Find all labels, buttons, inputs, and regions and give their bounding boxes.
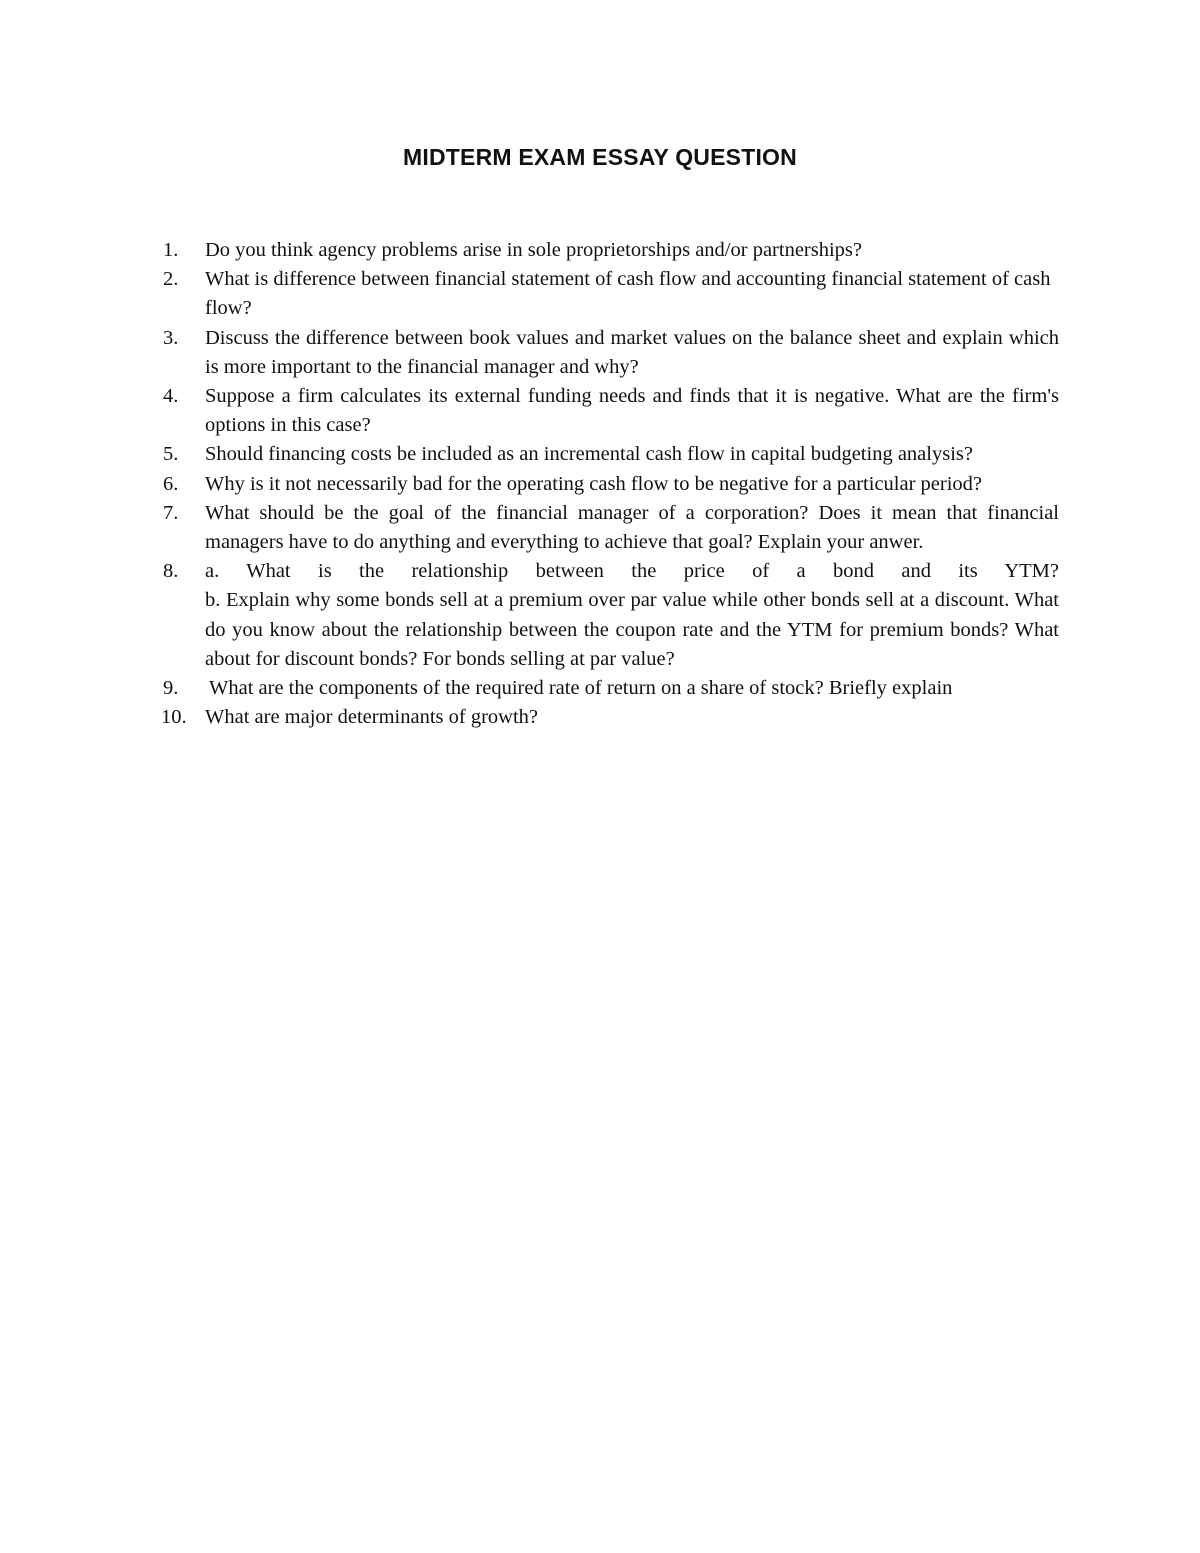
question-part-b: b. Explain why some bonds sell at a premium over par value while other bonds sell at a discount. What do you know about the relationship between the coupon rate and the YTM for premium bonds? What about for discount bonds? For bonds selling at par value? xyxy=(205,589,1059,670)
question-number: 3. xyxy=(163,326,179,349)
question-text: What are major determinants of growth? xyxy=(205,706,538,729)
question-item-5 xyxy=(163,440,1059,469)
question-text: Why is it not necessarily bad for the operating cash flow to be negative for a particular period? xyxy=(205,472,983,495)
question-text: Should financing costs be included as an incremental cash flow in capital budgeting analysis? xyxy=(205,443,973,466)
question-number: 4. xyxy=(163,385,179,408)
question-item-2 xyxy=(163,265,1059,323)
question-item-8 xyxy=(163,557,1059,674)
question-number: 5. xyxy=(163,443,179,466)
question-item-9 xyxy=(163,674,1059,703)
question-number: 6. xyxy=(163,472,179,495)
question-number: 8. xyxy=(163,560,179,583)
question-item-10 xyxy=(163,703,1059,732)
question-number: 2. xyxy=(163,268,179,291)
question-list xyxy=(163,236,1059,732)
question-text: What is difference between financial statement of cash flow and accounting financial statement of cash flow? xyxy=(205,268,1051,320)
question-item-4 xyxy=(163,382,1059,440)
question-part-a: a. What is the relationship between the price of a bond and its YTM? xyxy=(205,560,1059,583)
question-text: What should be the goal of the financial manager of a corporation? Does it mean that financial managers have to do anything and everything to achieve that goal? Explain your anwer. xyxy=(205,501,1059,554)
question-number: 9. xyxy=(163,677,179,700)
question-item-3 xyxy=(163,324,1059,382)
question-text: Suppose a firm calculates its external funding needs and finds that it is negative. What are the firm's options in this case? xyxy=(205,385,1059,437)
page-title: MIDTERM EXAM ESSAY QUESTION xyxy=(403,144,797,170)
question-number: 1. xyxy=(163,239,179,261)
question-item-7 xyxy=(163,499,1059,557)
question-number: 10. xyxy=(161,706,187,729)
question-number: 7. xyxy=(163,501,179,524)
question-text: What are the components of the required rate of return on a share of stock? Briefly explain xyxy=(209,677,953,700)
question-item-1 xyxy=(163,236,1059,265)
question-item-6 xyxy=(163,470,1059,499)
question-text: Do you think agency problems arise in sole proprietorships and/or partnerships? xyxy=(205,239,862,261)
question-text: Discuss the difference between book values and market values on the balance sheet and explain which is more important to the financial manager and why? xyxy=(205,326,1059,378)
